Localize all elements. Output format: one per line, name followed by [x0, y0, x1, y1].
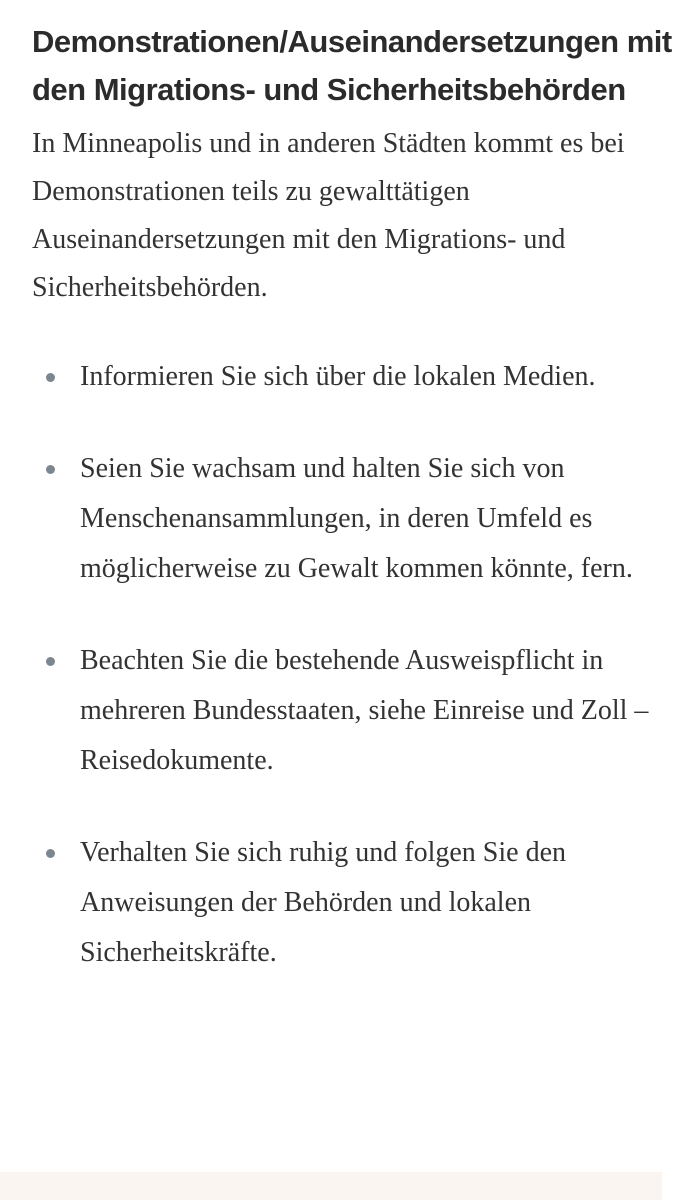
section-heading: Demonstrationen/Auseinandersetzungen mit den Migrations- und Sicherheitsbehörden — [32, 24, 672, 107]
advisory-section — [32, 18, 672, 1020]
section-intro: In Minneapolis und in anderen Städten kommt es bei Demonstrationen teils zu gewalttätigen Auseinandersetzungen mit den Migrations- und Sicherheitsbehörden. — [32, 128, 625, 303]
footer-strip — [0, 1172, 662, 1200]
list-item-text: Verhalten Sie sich ruhig und folgen Sie den Anweisungen der Behörden und lokalen Sicherheitskräfte. — [80, 837, 567, 968]
list-item-text: Informieren Sie sich über die lokalen Medien. — [80, 361, 596, 392]
list-item-text: Beachten Sie die bestehende Ausweispflicht in mehreren Bundesstaaten, siehe Einreise und Zoll – Reisedokumente. — [80, 645, 649, 776]
list-item — [32, 828, 672, 978]
advice-list — [32, 352, 672, 978]
bullet-dot-icon — [46, 465, 55, 474]
bullet-dot-icon — [46, 373, 55, 382]
bullet-dot-icon — [46, 657, 55, 666]
list-item — [32, 352, 672, 402]
list-item — [32, 444, 672, 594]
list-item — [32, 636, 672, 786]
bullet-dot-icon — [46, 849, 55, 858]
list-item-text: Seien Sie wachsam und halten Sie sich von Menschenansammlungen, in deren Umfeld es möglicherweise zu Gewalt kommen könnte, fern. — [80, 453, 633, 584]
